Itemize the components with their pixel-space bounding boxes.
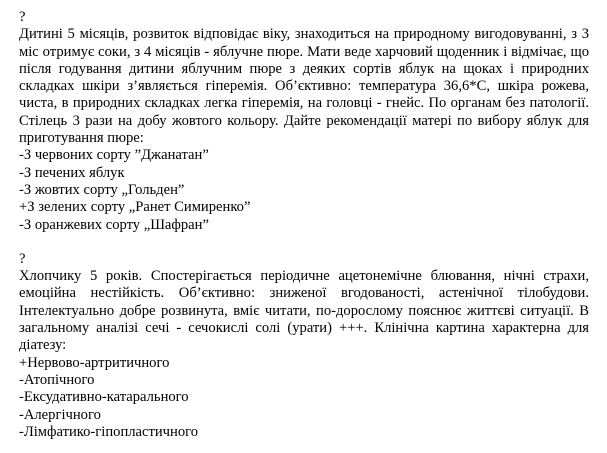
answer-options — [19, 355, 589, 441]
question-stem: Хлопчику 5 років. Спостерігається періодичне ацетонемічне блювання, нічні страхи, емоційна нестійкість. Об’єктивно: зниженої вгодованості, астенічної тілобудови. Інтелектуально добре розвинута, вміє читати, по-дорослому пояснює життєві ситуації. В загальному аналізі сечі - сечокислі солі (урати) +++. Клінічна картина характерна для діатезу: — [19, 268, 589, 354]
answer-option: -Алергічного — [19, 406, 101, 423]
answer-option: -Атопічного — [19, 371, 95, 388]
answer-option-correct: +З зелених сорту „Ранет Симиренко” — [19, 199, 251, 216]
answer-options — [19, 147, 589, 233]
answer-option-correct: +Нервово-артритичного — [19, 354, 170, 371]
question-block-2 — [19, 251, 589, 441]
answer-option: -З червоних сорту ”Джанатан” — [19, 147, 209, 164]
answer-option: -Лімфатико-гіпопластичного — [19, 423, 199, 440]
answer-option: -З оранжевих сорту „Шафран” — [19, 216, 209, 233]
question-block-1 — [19, 9, 589, 234]
answer-option: -З печених яблук — [19, 164, 125, 181]
answer-option: -З жовтих сорту „Гольден” — [19, 181, 185, 198]
answer-option: -Ексудативно-катарального — [19, 389, 189, 406]
question-marker: ? — [19, 250, 26, 267]
question-stem: Дитині 5 місяців, розвиток відповідає віку, знаходиться на природному вигодовуванні, з 3 міс отримує соки, з 4 місяців - яблучне пюре. Мати веде харчовий щоденник і відмічає, що після годування дитини яблучним пюре з деяких сортів яблук на щоках і природних складках шкіри з’являється гіперемія. Об’єктивно: температура 36,6*С, шкіра рожева, чиста, в природних складках легка гіперемія, на головці - гнейс. По органам без патології. Стілець 3 рази на добу жовтого кольору. Дайте рекомендації матері по вибору яблук для приготування пюре: — [19, 26, 589, 147]
question-marker: ? — [19, 9, 26, 25]
